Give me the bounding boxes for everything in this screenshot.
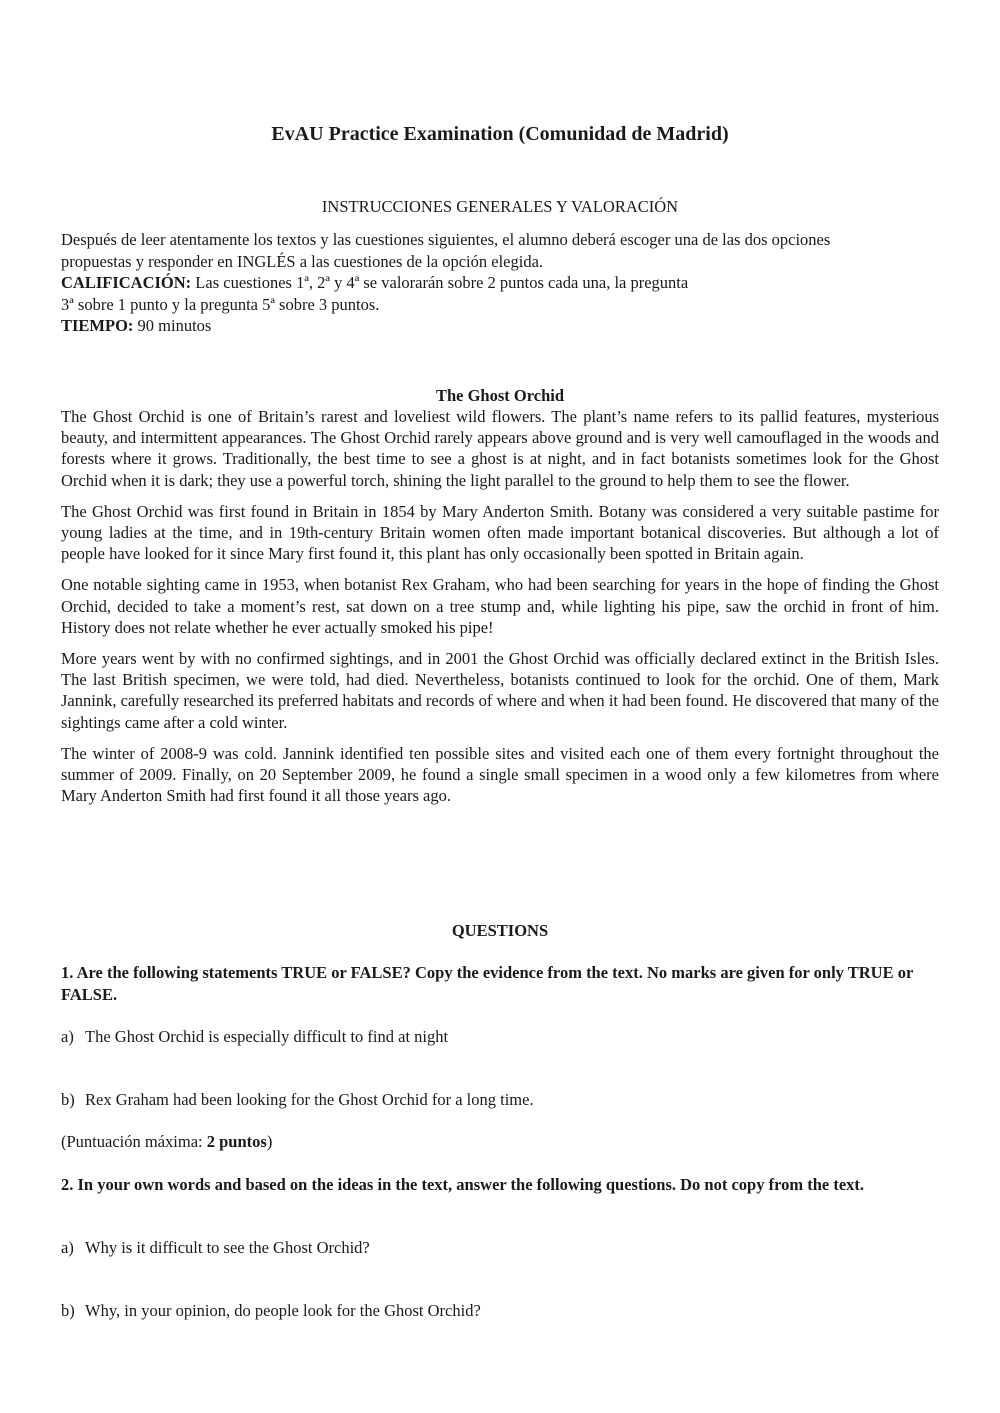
calificacion-line2: 3ª sobre 1 punto y la pregunta 5ª sobre 3 puntos. [61, 294, 380, 314]
score-suffix: ) [266, 1132, 273, 1151]
article-paragraph-5: The winter of 2008-9 was cold. Jannink identified ten possible sites and visited each one of them every fortnight throughout the summer of 2009. Finally, on 20 September 2009, he found a single small specimen in a wood only a few kilometres from where Mary Anderton Smith had first found it all those years ago. [61, 743, 939, 806]
instructions-block [61, 229, 939, 337]
question-1a-text: The Ghost Orchid is especially difficult to find at night [85, 1027, 449, 1046]
question-1a-label: a) [61, 1027, 74, 1046]
question-2a [61, 1237, 939, 1258]
instructions-intro-line1: Después de leer atentamente los textos y las cuestiones siguientes, el alumno deberá escoger una de las dos opciones [61, 230, 831, 249]
calificacion-line1 [61, 272, 939, 294]
question-1b-label: b) [61, 1090, 75, 1109]
article-paragraph-2: The Ghost Orchid was first found in Britain in 1854 by Mary Anderton Smith. Botany was considered a very suitable pastime for young ladies at the time, and in 19th-century Britain women often made important botanical discoveries. But although a lot of people have looked for it since Mary first found it, this plant has only occasionally been spotted in Britain again. [61, 501, 939, 564]
article-title: The Ghost Orchid [435, 386, 565, 405]
exam-title: EvAU Practice Examination (Comunidad de Madrid) [271, 123, 729, 145]
score-prefix: (Puntuación máxima: [61, 1132, 207, 1151]
question-2b-label: b) [61, 1301, 75, 1320]
tiempo-label: TIEMPO: [61, 316, 134, 335]
question-2b-text: Why, in your opinion, do people look for the Ghost Orchid? [85, 1301, 481, 1320]
article-paragraph-3: One notable sighting came in 1953, when botanist Rex Graham, who had been searching for years in the hope of finding the Ghost Orchid, decided to take a moment’s rest, sat down on a tree stump and, while lighting his pipe, saw the orchid in front of him. History does not relate whether he ever actually smoked his pipe! [61, 575, 939, 637]
question-1a [61, 1026, 939, 1047]
instructions-intro-line2: propuestas y responder en INGLÉS a las cuestiones de la opción elegida. [61, 251, 544, 271]
article-paragraph-1: The Ghost Orchid is one of Britain’s rarest and loveliest wild flowers. The plant’s name refers to its pallid features, mysterious beauty, and intermittent appearances. The Ghost Orchid rarely appears above ground and is very well camouflaged in the woods and forests where it grows. Traditionally, the best time to see a ghost is at night, and in fact botanists sometimes look for the Ghost Orchid when it is dark; they use a powerful torch, shining the light parallel to the ground to help them to see the flower. [61, 407, 939, 490]
score-value: 2 puntos [206, 1132, 267, 1151]
calificacion-label: CALIFICACIÓN: [61, 273, 192, 292]
article-body [61, 406, 939, 816]
question-2-prompt: 2. In your own words and based on the ideas in the text, answer the following questions. Do not copy from the text. [61, 1175, 865, 1194]
question-1b [61, 1089, 939, 1110]
calificacion-text: Las cuestiones 1ª, 2ª y 4ª se valorarán sobre 2 puntos cada una, la pregunta [191, 273, 689, 292]
question-2b [61, 1300, 939, 1321]
instructions-heading: INSTRUCCIONES GENERALES Y VALORACIÓN [321, 197, 679, 216]
tiempo-line [61, 315, 939, 337]
question-1-prompt: 1. Are the following statements TRUE or FALSE? Copy the evidence from the text. No marks are given for only TRUE or FALSE. [61, 963, 913, 1004]
question-1-score [61, 1131, 939, 1152]
question-1b-text: Rex Graham had been looking for the Ghost Orchid for a long time. [85, 1090, 534, 1109]
tiempo-value: 90 minutos [133, 316, 212, 335]
article-paragraph-4: More years went by with no confirmed sightings, and in 2001 the Ghost Orchid was officially declared extinct in the British Isles. The last British specimen, we were told, had died. Nevertheless, botanists continued to look for the orchid. One of them, Mark Jannink, carefully researched its preferred habitats and records of where and when it had been found. He discovered that many of the sightings came after a cold winter. [61, 649, 939, 732]
question-2a-label: a) [61, 1238, 74, 1257]
question-2a-text: Why is it difficult to see the Ghost Orchid? [85, 1238, 370, 1257]
questions-heading: QUESTIONS [451, 921, 549, 940]
